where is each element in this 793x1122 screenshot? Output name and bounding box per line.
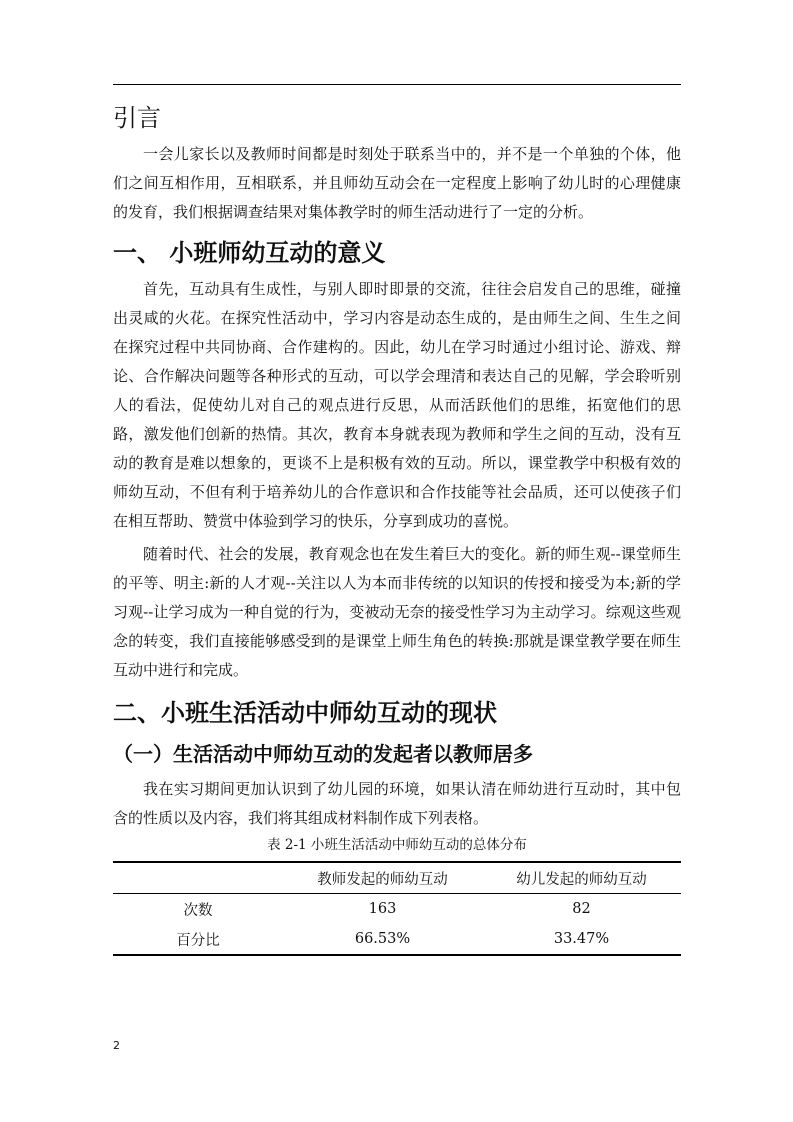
table-cell: 次数 [183,902,213,919]
table-row [113,924,681,955]
table-cell: 33.47% [553,931,610,947]
section2-heading: 二、小班生活活动中师幼互动的现状 [113,699,497,727]
header-rule [113,84,681,85]
section2-paragraph: 我在实习期间更加认识到了幼儿园的环境，如果认清在师幼进行互动时，其中包含的性质以及内容，我们将其组成材料制作成下列表格。 [113,780,681,827]
section1-paragraph-2: 随着时代、社会的发展，教育观念也在发生着巨大的变化。新的师生观--课堂师生的平等、明主:新的人才观--关注以人为本而非传统的以知识的传授和接受为本;新的学习观--让学习成为一种自觉的行为，变被动无奈的接受性学习为主动学习。综观这些观念的转变，我们直接能够感受到的是课堂上师生角色的转换:那就是课堂教学要在师生互动中进行和完成。 [113,545,681,679]
table-header-cell: 教师发起的师幼互动 [317,871,448,888]
table-caption: 表 2-1 小班生活活动中师幼互动的总体分布 [267,837,527,853]
table-cell: 163 [368,901,397,917]
table-row [113,894,681,925]
table-cell: 82 [572,901,591,917]
intro-heading: 引言 [113,104,161,132]
intro-paragraph: 一会儿家长以及教师时间都是时刻处于联系当中的，并不是一个单独的个体，他们之间互相作用，互相联系，并且师幼互动会在一定程度上影响了幼儿时的心理健康的发育，我们根据调查结果对集体教学时的师生活动进行了一定的分析。 [113,145,681,221]
table-cell: 66.53% [354,931,411,947]
section1-heading: 一、 小班师幼互动的意义 [113,239,386,267]
table-cell: 百分比 [176,932,220,949]
page-content [113,100,681,956]
table-header-cell: 幼儿发起的师幼互动 [516,871,647,888]
distribution-table [113,861,681,956]
section1-paragraph-1: 首先，互动具有生成性，与别人即时即景的交流，往往会启发自己的思维，碰撞出灵咸的火花。在探究性活动中，学习内容是动态生成的，是由师生之间、生生之间在探究过程中共同协商、合作建构的。因此，幼儿在学习时通过小组讨论、游戏、辩论、合作解决问题等各种形式的互动，可以学会理清和表达自己的见解，学会聆听别人的看法，促使幼儿对自己的观点进行反思，从而活跃他们的思维，拓宽他们的思路，激发他们创新的热情。其次，教育本身就表现为教师和学生之间的互动，没有互动的教育是难以想象的，更谈不上是积极有效的互动。所以，课堂教学中积极有效的师幼互动，不但有利于培养幼儿的合作意识和合作技能等社会品质，还可以使孩子们在相互帮助、赞赏中体验到学习的快乐，分享到成功的喜悦。 [113,280,681,530]
page-number: 2 [113,1039,120,1052]
table-header-cell [113,862,283,894]
table-header-row [113,862,681,894]
section2-subheading: （一）生活活动中师幼互动的发起者以教师居多 [113,742,533,766]
